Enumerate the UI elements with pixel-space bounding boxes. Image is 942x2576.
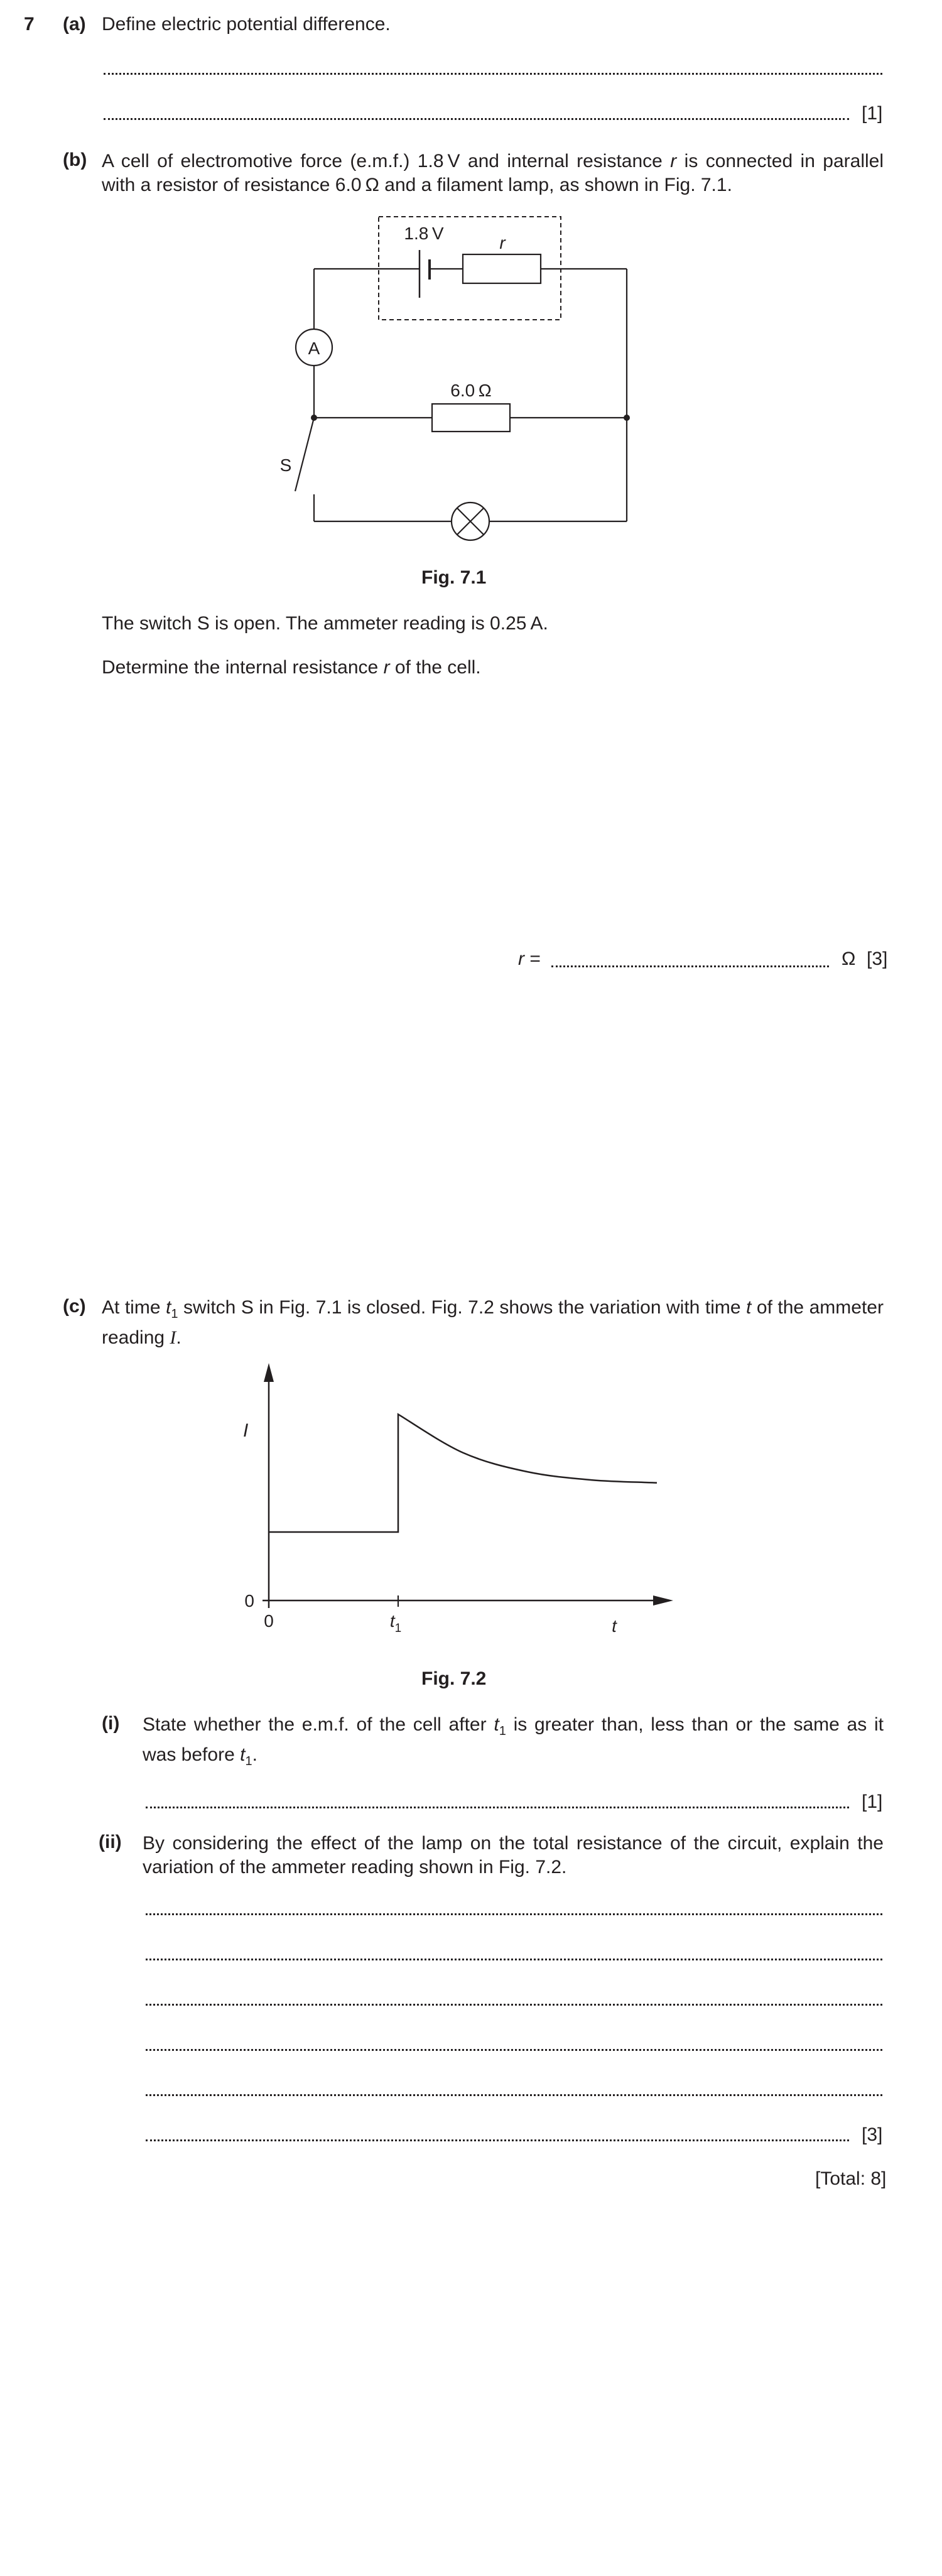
emf-label: 1.8 V <box>404 224 444 243</box>
x-origin-label: 0 <box>264 1611 274 1631</box>
internal-resistor <box>463 254 541 283</box>
part-b-intro: A cell of electromotive force (e.m.f.) 1.8 V and internal resistance r is connected in parallel with a resistor of resistance 6.0 Ω and a filament lamp, as shown in Fig. 7.1. <box>102 151 884 195</box>
answer-line-a1[interactable] <box>104 73 882 75</box>
fig-7-1-caption: Fig. 7.1 <box>421 567 487 588</box>
part-b-label: (b) <box>63 149 87 170</box>
current-time-graph <box>232 1350 685 1652</box>
r-answer-unit: Ω <box>842 948 856 969</box>
circuit-diagram <box>264 207 653 546</box>
answer-line-cii-6[interactable] <box>146 2139 849 2141</box>
junction-right <box>624 415 630 421</box>
fig-7-2-caption: Fig. 7.2 <box>421 1668 487 1689</box>
ammeter-label: A <box>308 339 320 358</box>
answer-line-cii-4[interactable] <box>146 2049 882 2051</box>
answer-line-cii-3[interactable] <box>146 2004 882 2006</box>
sub-ii-text: By considering the effect of the lamp on the total resistance of the circuit, explain the variation of the ammeter reading shown in Fig. 7.2. <box>143 1833 884 1878</box>
t1-label: $t_1$ <box>389 1611 402 1635</box>
switch-s <box>295 418 314 491</box>
r-answer-line[interactable] <box>551 965 829 967</box>
r-answer-prefix: r = <box>518 948 541 969</box>
resistor-6ohm <box>432 404 510 432</box>
part-c-intro: At time $t_1$ switch S in Fig. 7.1 is closed. Fig. 7.2 shows the variation with time t of the ammeter reading I. <box>102 1297 884 1348</box>
answer-line-cii-1[interactable] <box>146 1913 882 1915</box>
sub-i-label: (i) <box>102 1713 120 1734</box>
question-number: 7 <box>24 14 35 35</box>
total-marks: [Total: 8] <box>815 2168 887 2189</box>
y-axis-arrow <box>264 1363 274 1382</box>
sub-i-text: State whether the e.m.f. of the cell after $t_1$ is greater than, less than or the same as it was before $t_1$. <box>143 1714 884 1768</box>
x-axis-arrow <box>653 1595 673 1606</box>
part-c-label: (c) <box>63 1296 86 1317</box>
current-line <box>269 1415 657 1532</box>
answer-line-cii-2[interactable] <box>146 1959 882 1960</box>
switch-label: S <box>279 455 292 475</box>
graph-axes <box>263 1363 673 1608</box>
resistor-label: 6.0 Ω <box>450 381 492 400</box>
part-b-statement: The switch S is open. The ammeter reading is 0.25 A. <box>102 613 548 634</box>
part-b-task: Determine the internal resistance r of the cell. <box>102 657 481 678</box>
y-origin-label: 0 <box>244 1591 254 1611</box>
sub-ii-mark: [3] <box>862 2124 883 2145</box>
y-axis-label: I <box>243 1420 249 1441</box>
sub-ii-label: (ii) <box>99 1832 122 1852</box>
answer-line-cii-5[interactable] <box>146 2094 882 2096</box>
part-b-mark: [3] <box>867 948 888 969</box>
x-axis-label: t <box>612 1616 617 1636</box>
sub-i-mark: [1] <box>862 1791 883 1812</box>
answer-line-ci[interactable] <box>146 1807 849 1808</box>
r-label: r <box>499 233 506 253</box>
answer-line-a2[interactable] <box>104 118 849 120</box>
part-a-prompt: Define electric potential difference. <box>102 14 391 35</box>
part-a-mark: [1] <box>862 103 883 124</box>
part-a-label: (a) <box>63 14 86 35</box>
